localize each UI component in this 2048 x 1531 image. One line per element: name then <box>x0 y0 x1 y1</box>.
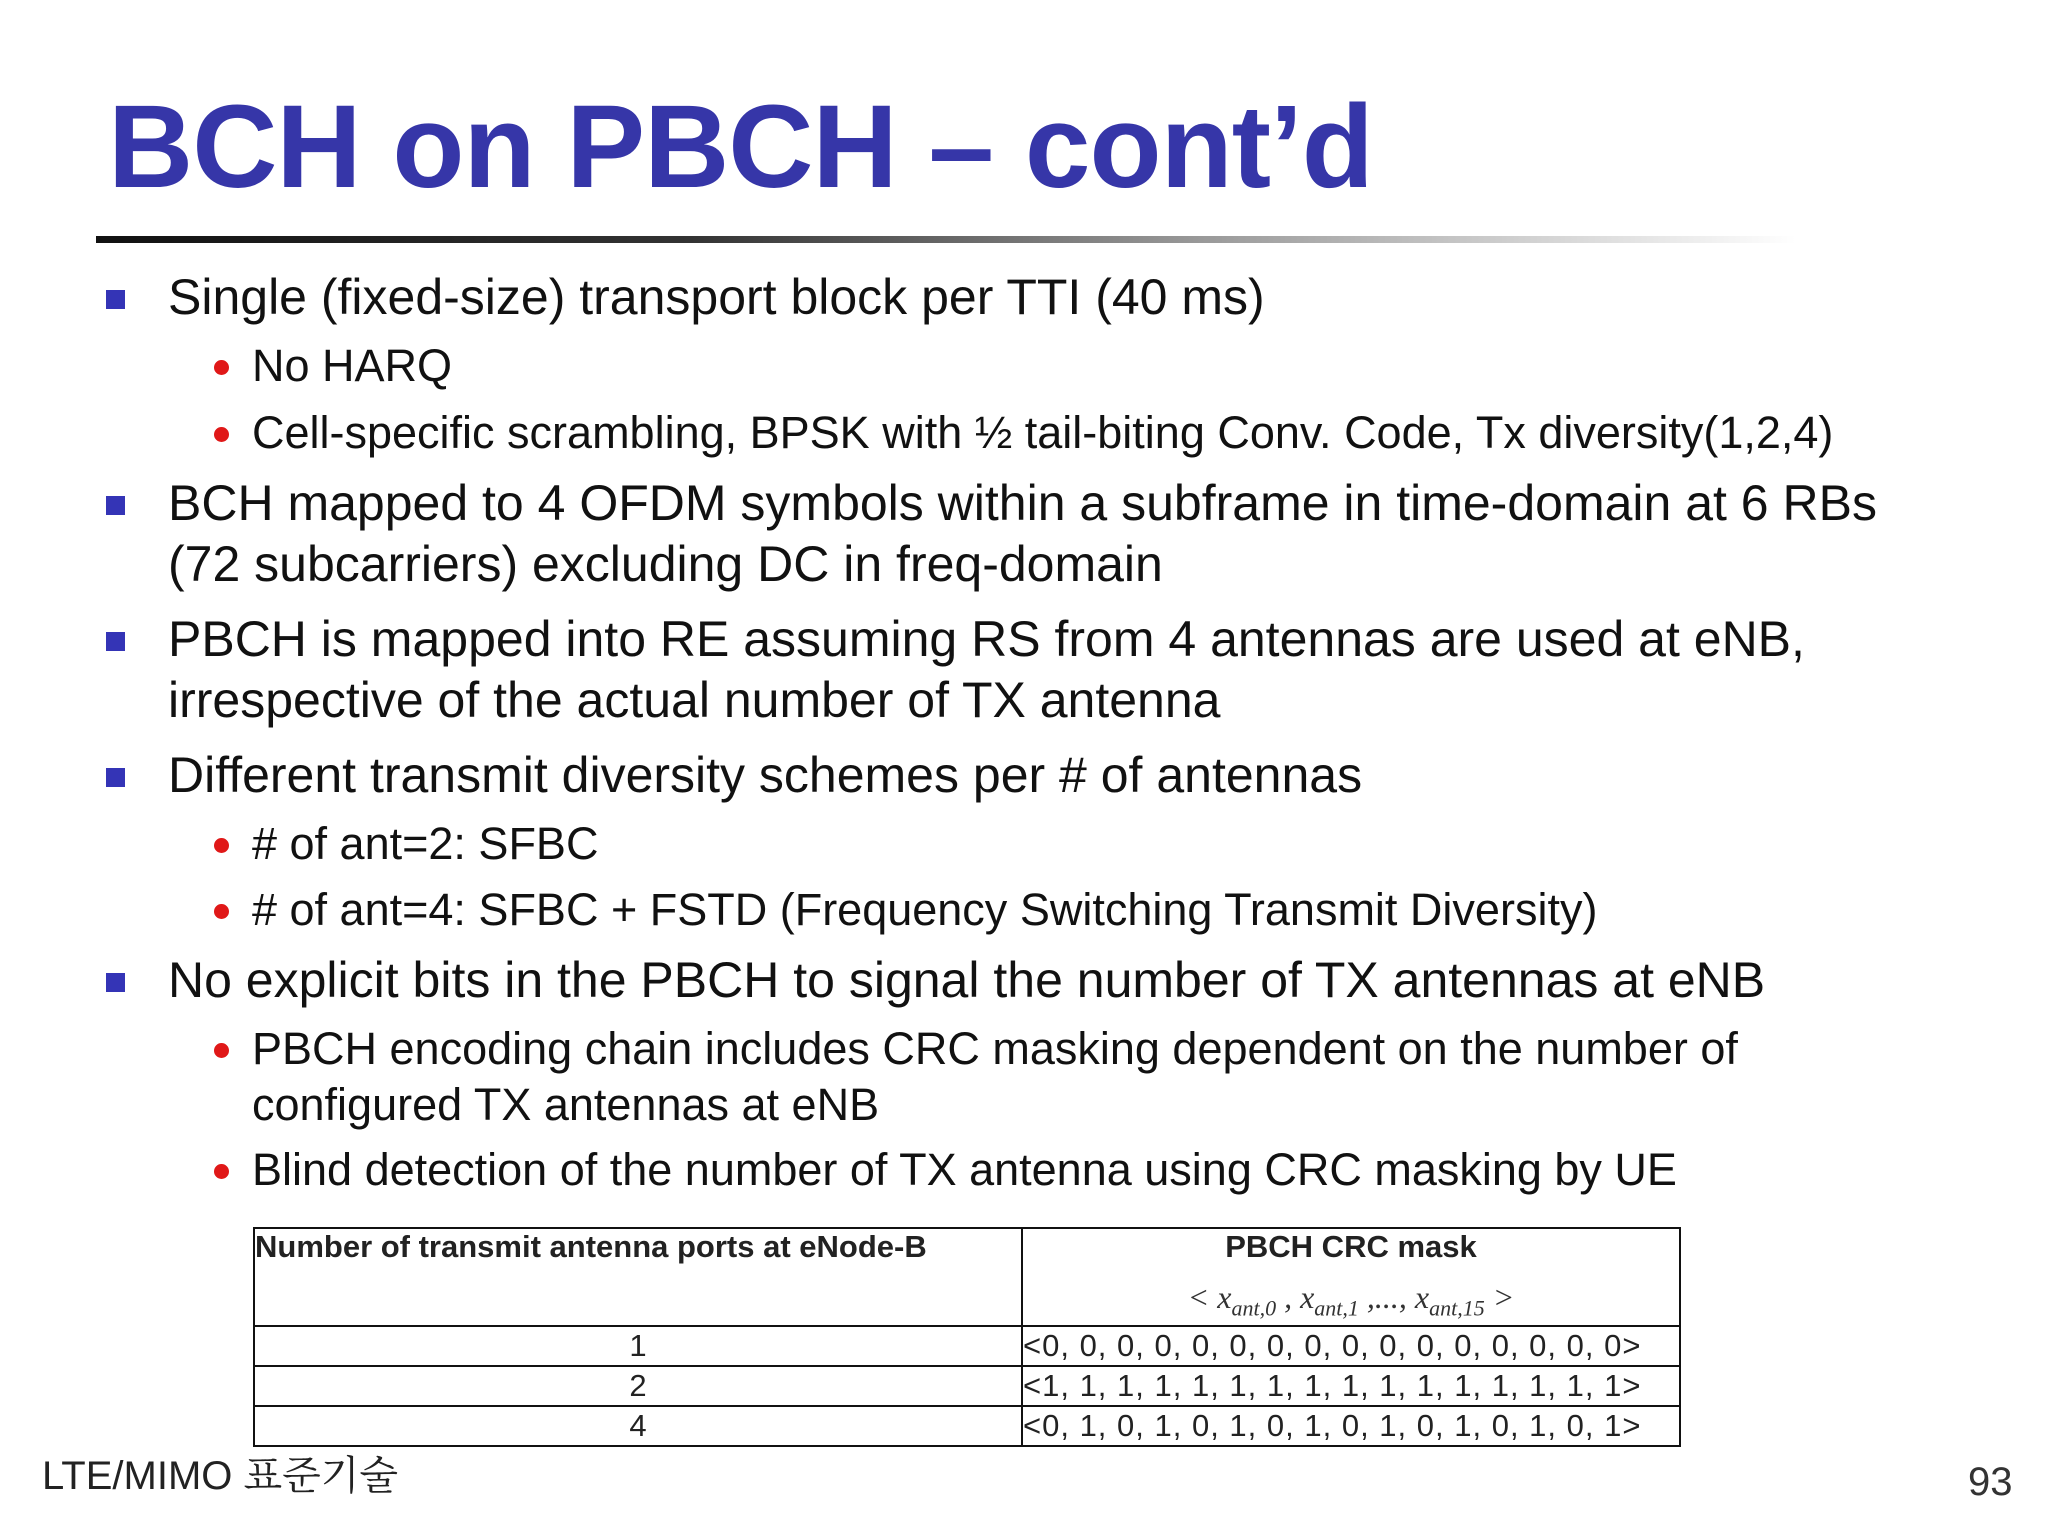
sub-bullet-text: configured TX antennas at eNB <box>252 1079 880 1130</box>
sub-bullet-item <box>252 1021 1738 1077</box>
round-bullet-icon <box>214 904 229 919</box>
sub-bullet-item <box>252 405 1833 461</box>
square-bullet-icon <box>106 496 125 515</box>
bullet-text: No explicit bits in the PBCH to signal the number of TX antennas at eNB <box>168 952 1766 1008</box>
round-bullet-icon <box>214 360 229 375</box>
sub-bullet-text: # of ant=2: SFBC <box>252 818 599 869</box>
table-row <box>254 1326 1680 1366</box>
sub-bullet-item <box>252 882 1597 938</box>
table-header-mask <box>1022 1228 1680 1326</box>
bullet-text: irrespective of the actual number of TX antenna <box>168 672 1221 728</box>
table-cell-ports: 4 <box>254 1406 1022 1446</box>
square-bullet-icon <box>106 973 125 992</box>
table-header-mask-label: PBCH CRC mask <box>1225 1229 1477 1264</box>
sub-bullet-continuation <box>252 1077 879 1133</box>
sub-bullet-item <box>252 338 452 394</box>
bullet-item <box>168 949 1765 1011</box>
sub-bullet-text: Cell-specific scrambling, BPSK with ½ tail-biting Conv. Code, Tx diversity(1,2,4) <box>252 407 1834 458</box>
bullet-text: BCH mapped to 4 OFDM symbols within a subframe in time-domain at 6 RBs <box>168 475 1877 531</box>
round-bullet-icon <box>214 427 229 442</box>
table-row <box>254 1406 1680 1446</box>
bullet-text: PBCH is mapped into RE assuming RS from 4 antennas are used at eNB, <box>168 611 1805 667</box>
bullet-item <box>168 744 1362 806</box>
round-bullet-icon <box>214 1043 229 1058</box>
sub-bullet-text: Blind detection of the number of TX antenna using CRC masking by UE <box>252 1144 1677 1195</box>
table-header-ports: Number of transmit antenna ports at eNode-B <box>254 1228 1022 1326</box>
bullet-continuation <box>168 669 1220 731</box>
slide-title: BCH on PBCH – cont’d <box>108 81 1373 213</box>
title-underline <box>96 236 1796 243</box>
table-cell-mask: <1, 1, 1, 1, 1, 1, 1, 1, 1, 1, 1, 1, 1, 1, 1, 1> <box>1022 1366 1680 1406</box>
bullet-continuation <box>168 533 1163 595</box>
crc-mask-table <box>253 1227 1681 1447</box>
bullet-text: Different transmit diversity schemes per # of antennas <box>168 747 1363 803</box>
table-cell-mask: <0, 0, 0, 0, 0, 0, 0, 0, 0, 0, 0, 0, 0, 0, 0, 0> <box>1022 1326 1680 1366</box>
mask-formula: < $x_{ant,0}$ , $x_{ant,1}$ ,..., $x_{ant,15}$ > <box>1187 1279 1515 1321</box>
sub-bullet-text: PBCH encoding chain includes CRC masking dependent on the number of <box>252 1023 1738 1074</box>
sub-bullet-text: No HARQ <box>252 340 453 391</box>
table-cell-mask: <0, 1, 0, 1, 0, 1, 0, 1, 0, 1, 0, 1, 0, 1, 0, 1> <box>1022 1406 1680 1446</box>
bullet-item <box>168 608 1805 670</box>
bullet-item <box>168 266 1265 328</box>
slide-footer: LTE/MIMO 표준기술 <box>42 1454 399 1498</box>
table-cell-ports: 2 <box>254 1366 1022 1406</box>
page-number: 93 <box>1968 1460 2013 1504</box>
bullet-text: (72 subcarriers) excluding DC in freq-domain <box>168 536 1163 592</box>
square-bullet-icon <box>106 768 125 787</box>
table-header-row <box>254 1228 1680 1326</box>
square-bullet-icon <box>106 632 125 651</box>
bullet-text: Single (fixed-size) transport block per TTI (40 ms) <box>168 269 1265 325</box>
table-cell-ports: 1 <box>254 1326 1022 1366</box>
round-bullet-icon <box>214 1164 229 1179</box>
sub-bullet-item <box>252 816 598 872</box>
bullet-item <box>168 472 1877 534</box>
sub-bullet-text: # of ant=4: SFBC + FSTD (Frequency Switching Transmit Diversity) <box>252 884 1598 935</box>
table-row <box>254 1366 1680 1406</box>
round-bullet-icon <box>214 838 229 853</box>
square-bullet-icon <box>106 290 125 309</box>
sub-bullet-item <box>252 1142 1677 1198</box>
